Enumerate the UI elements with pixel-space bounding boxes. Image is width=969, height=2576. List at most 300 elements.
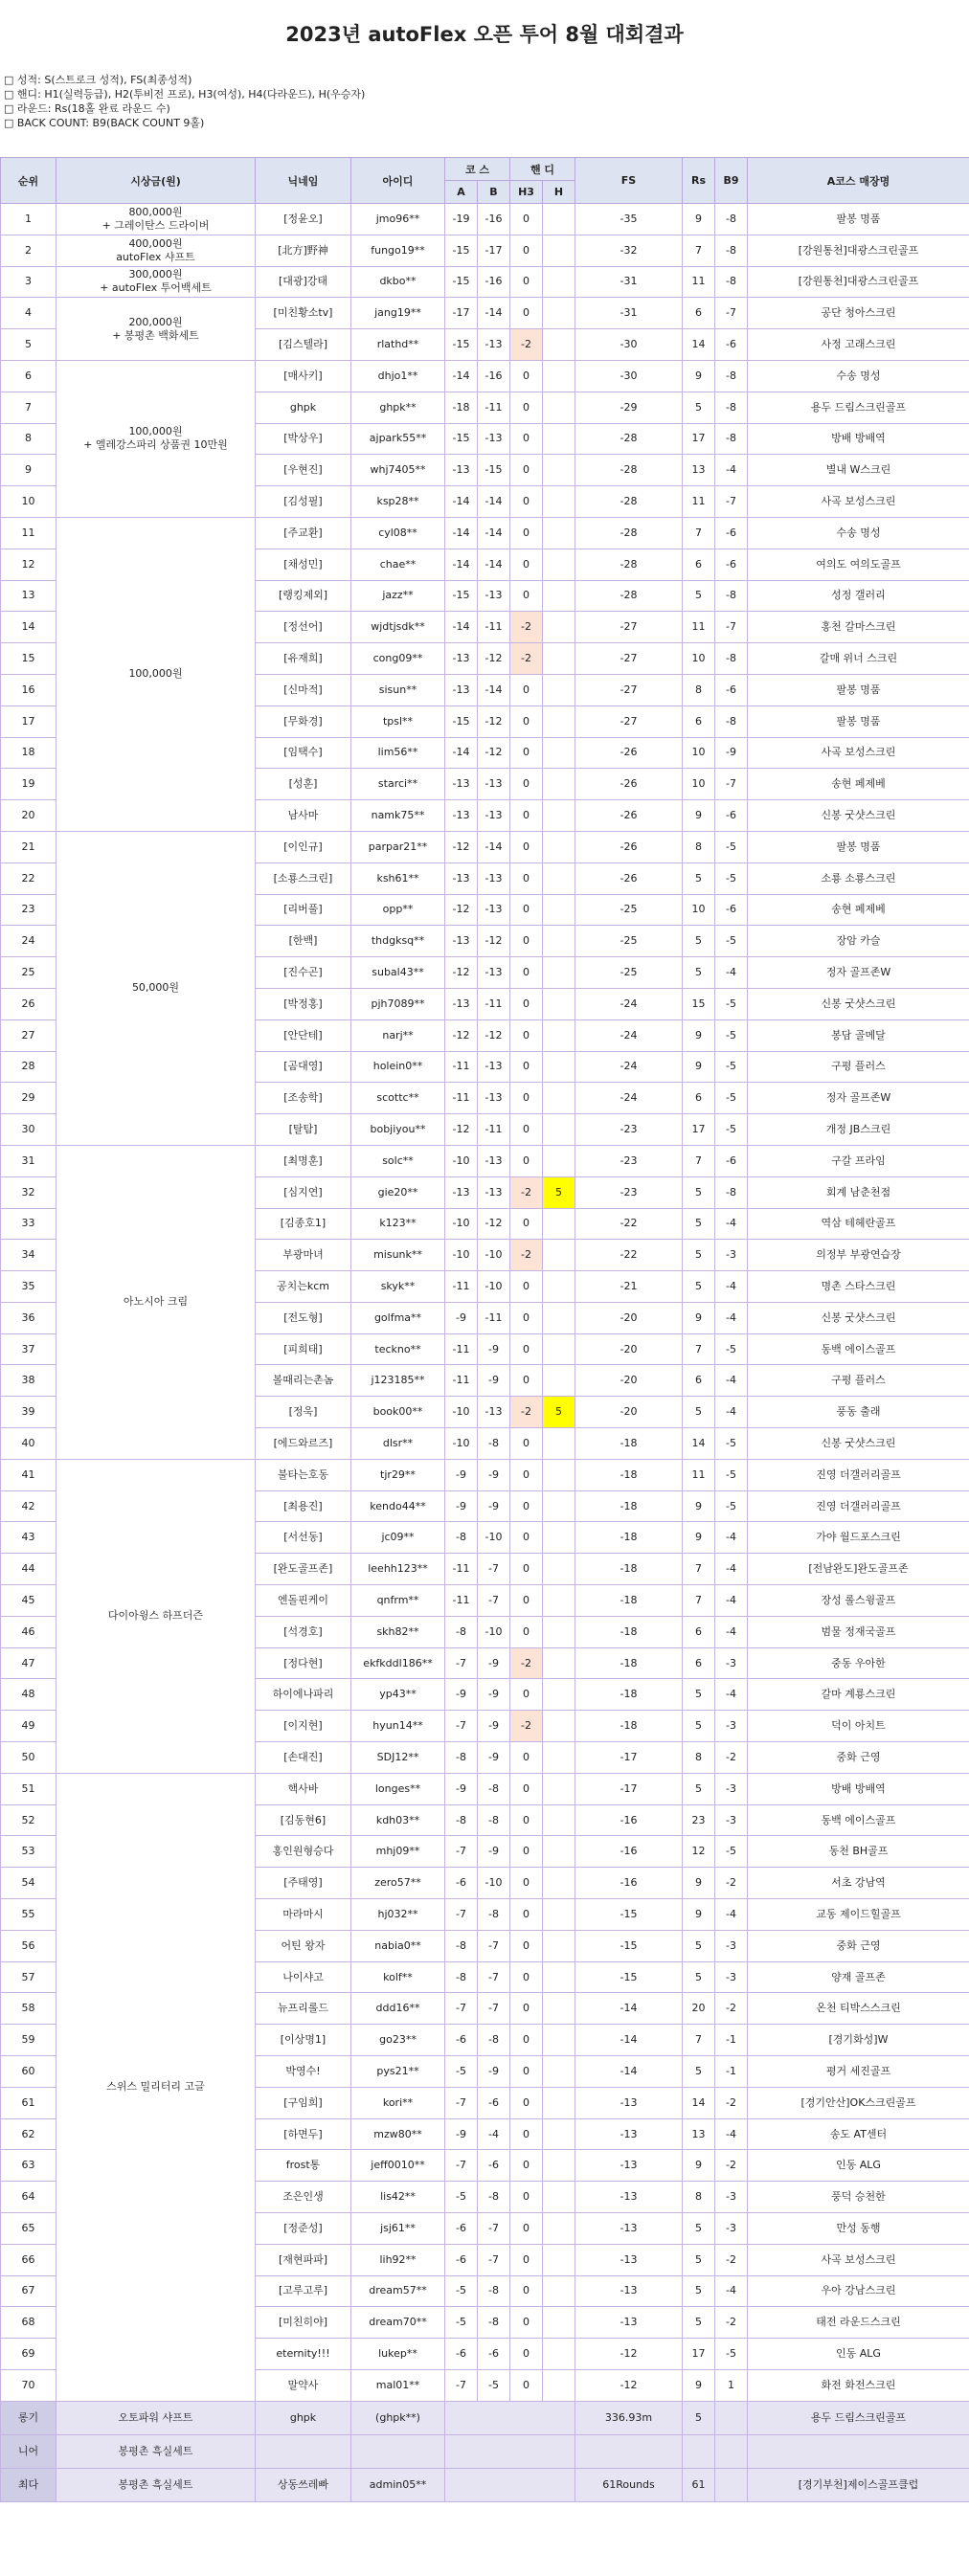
- id-cell: nabia0**: [351, 1930, 445, 1961]
- nickname-cell: [이상명1]: [256, 2025, 351, 2056]
- rank-cell: 24: [1, 926, 56, 957]
- nickname-cell: 어틴 왕자: [256, 1930, 351, 1961]
- handi-h3-cell: -2: [510, 1240, 543, 1271]
- id-cell: sisun**: [351, 674, 445, 706]
- fs-cell: -20: [575, 1302, 683, 1333]
- course-b-cell: -11: [478, 1114, 510, 1146]
- award-store-cell: [748, 2434, 969, 2468]
- b9-cell: -4: [715, 957, 748, 989]
- handi-h3-cell: 0: [510, 580, 543, 612]
- id-cell: go23**: [351, 2025, 445, 2056]
- id-cell: longes**: [351, 1773, 445, 1804]
- fs-cell: -16: [575, 1868, 683, 1899]
- header-fs: FS: [575, 158, 683, 204]
- course-b-cell: -8: [478, 2182, 510, 2213]
- fs-cell: -26: [575, 800, 683, 832]
- fs-cell: -13: [575, 2244, 683, 2275]
- store-cell: 수송 명성: [748, 360, 969, 392]
- rank-cell: 22: [1, 862, 56, 894]
- course-b-cell: -8: [478, 1773, 510, 1804]
- b9-cell: -6: [715, 894, 748, 926]
- id-cell: starci**: [351, 769, 445, 800]
- fs-cell: -20: [575, 1365, 683, 1397]
- handi-h3-cell: 0: [510, 1145, 543, 1176]
- b9-cell: -5: [715, 1333, 748, 1365]
- course-a-cell: -9: [445, 1773, 478, 1804]
- rank-cell: 40: [1, 1428, 56, 1460]
- fs-cell: -16: [575, 1836, 683, 1868]
- id-cell: ksp28**: [351, 486, 445, 518]
- rs-cell: 5: [683, 1176, 715, 1208]
- header-h3: H3: [510, 181, 543, 204]
- fs-cell: -27: [575, 612, 683, 643]
- store-cell: 사곡 보성스크린: [748, 737, 969, 769]
- course-a-cell: -14: [445, 486, 478, 518]
- course-a-cell: -19: [445, 204, 478, 235]
- rank-cell: 1: [1, 204, 56, 235]
- course-a-cell: -13: [445, 862, 478, 894]
- rs-cell: 9: [683, 1302, 715, 1333]
- store-cell: 서초 강남역: [748, 1868, 969, 1899]
- id-cell: teckno**: [351, 1333, 445, 1365]
- course-b-cell: -11: [478, 1302, 510, 1333]
- nickname-cell: 나이샤고: [256, 1961, 351, 1993]
- course-a-cell: -12: [445, 894, 478, 926]
- handi-h3-cell: -2: [510, 1711, 543, 1742]
- results-table: [0, 157, 969, 2502]
- fs-cell: -15: [575, 1899, 683, 1931]
- handi-h-cell: [543, 2307, 575, 2339]
- rs-cell: 8: [683, 674, 715, 706]
- handi-h-cell: [543, 831, 575, 862]
- rank-cell: 29: [1, 1083, 56, 1114]
- handi-h-cell: [543, 1490, 575, 1522]
- id-cell: hj032**: [351, 1899, 445, 1931]
- header-b: B: [478, 181, 510, 204]
- rank-cell: 19: [1, 769, 56, 800]
- fs-cell: -15: [575, 1930, 683, 1961]
- course-a-cell: -8: [445, 1742, 478, 1774]
- handi-h3-cell: 0: [510, 2118, 543, 2150]
- store-cell: 여의도 여의도골프: [748, 549, 969, 580]
- id-cell: qnfrm**: [351, 1585, 445, 1617]
- course-a-cell: -7: [445, 1711, 478, 1742]
- rs-cell: 14: [683, 2087, 715, 2118]
- fs-cell: -24: [575, 988, 683, 1019]
- id-cell: namk75**: [351, 800, 445, 832]
- fs-cell: -12: [575, 2369, 683, 2401]
- id-cell: golfma**: [351, 1302, 445, 1333]
- b9-cell: -3: [715, 1930, 748, 1961]
- handi-h3-cell: 0: [510, 737, 543, 769]
- fs-cell: -24: [575, 1083, 683, 1114]
- store-cell: 인동 ALG: [748, 2150, 969, 2182]
- handi-h3-cell: 0: [510, 1208, 543, 1240]
- store-cell: 신봉 굿샷스크린: [748, 1302, 969, 1333]
- rank-cell: 58: [1, 1993, 56, 2025]
- id-cell: misunk**: [351, 1240, 445, 1271]
- nickname-cell: [신마적]: [256, 674, 351, 706]
- table-row: [1, 1145, 969, 1176]
- table-row: [1, 831, 969, 862]
- rank-cell: 55: [1, 1899, 56, 1931]
- rank-cell: 30: [1, 1114, 56, 1146]
- prize-line: + 엘레강스파리 상품권 10만원: [83, 438, 228, 452]
- handi-h-cell: [543, 926, 575, 957]
- handi-h-cell: [543, 862, 575, 894]
- fs-cell: -26: [575, 862, 683, 894]
- award-store-cell: 용두 드림스크린골프: [748, 2401, 969, 2434]
- handi-h-cell: [543, 1993, 575, 2025]
- rank-cell: 38: [1, 1365, 56, 1397]
- rs-cell: 5: [683, 392, 715, 423]
- id-cell: j123185**: [351, 1365, 445, 1397]
- rs-cell: 6: [683, 1083, 715, 1114]
- handi-h-cell: [543, 737, 575, 769]
- b9-cell: -5: [715, 926, 748, 957]
- course-b-cell: -13: [478, 1051, 510, 1083]
- nickname-cell: [손대진]: [256, 1742, 351, 1774]
- rs-cell: 9: [683, 1051, 715, 1083]
- handi-h3-cell: 0: [510, 1742, 543, 1774]
- handi-h3-cell: 0: [510, 862, 543, 894]
- special-award-row: [1, 2434, 969, 2468]
- store-cell: 역삼 테헤란골프: [748, 1208, 969, 1240]
- course-a-cell: -15: [445, 329, 478, 361]
- handi-h3-cell: -2: [510, 643, 543, 675]
- nickname-cell: 뉴프리롤드: [256, 1993, 351, 2025]
- award-prize-cell: 봉평촌 흑실세트: [56, 2434, 256, 2468]
- handi-h3-cell: 0: [510, 957, 543, 989]
- rank-cell: 9: [1, 455, 56, 486]
- fs-cell: -26: [575, 769, 683, 800]
- course-a-cell: -11: [445, 1365, 478, 1397]
- handi-h3-cell: 0: [510, 1522, 543, 1554]
- course-a-cell: -13: [445, 643, 478, 675]
- award-label-cell: 롱기: [1, 2401, 56, 2434]
- fs-cell: -13: [575, 2307, 683, 2339]
- b9-cell: -7: [715, 769, 748, 800]
- course-a-cell: -6: [445, 2025, 478, 2056]
- nickname-cell: [전도형]: [256, 1302, 351, 1333]
- fs-cell: -28: [575, 580, 683, 612]
- b9-cell: -8: [715, 423, 748, 455]
- fs-cell: -14: [575, 2056, 683, 2088]
- b9-cell: -1: [715, 2025, 748, 2056]
- rs-cell: 5: [683, 2056, 715, 2088]
- course-b-cell: -7: [478, 1961, 510, 1993]
- rank-cell: 4: [1, 298, 56, 329]
- store-cell: 인동 ALG: [748, 2339, 969, 2370]
- id-cell: yp43**: [351, 1679, 445, 1711]
- rs-cell: 5: [683, 1711, 715, 1742]
- course-a-cell: -14: [445, 612, 478, 643]
- course-b-cell: -8: [478, 1428, 510, 1460]
- rs-cell: 5: [683, 580, 715, 612]
- id-cell: ksh61**: [351, 862, 445, 894]
- course-b-cell: -13: [478, 1145, 510, 1176]
- b9-cell: -6: [715, 674, 748, 706]
- handi-h3-cell: 0: [510, 2369, 543, 2401]
- course-a-cell: -13: [445, 769, 478, 800]
- rs-cell: 11: [683, 1459, 715, 1490]
- b9-cell: -3: [715, 2213, 748, 2245]
- rank-cell: 28: [1, 1051, 56, 1083]
- b9-cell: -3: [715, 1773, 748, 1804]
- handi-h-cell: [543, 580, 575, 612]
- store-cell: 우아 강남스크린: [748, 2275, 969, 2307]
- b9-cell: -4: [715, 1365, 748, 1397]
- handi-h-cell: 5: [543, 1176, 575, 1208]
- handi-h3-cell: -2: [510, 329, 543, 361]
- fs-cell: -30: [575, 329, 683, 361]
- rank-cell: 63: [1, 2150, 56, 2182]
- id-cell: leehh123**: [351, 1554, 445, 1585]
- rank-cell: 64: [1, 2182, 56, 2213]
- id-cell: skyk**: [351, 1271, 445, 1303]
- course-a-cell: -9: [445, 1302, 478, 1333]
- b9-cell: -5: [715, 988, 748, 1019]
- store-cell: 수송 명성: [748, 517, 969, 549]
- b9-cell: -4: [715, 1899, 748, 1931]
- award-rs-cell: 61: [683, 2468, 715, 2501]
- course-a-cell: -9: [445, 2118, 478, 2150]
- course-b-cell: -16: [478, 266, 510, 298]
- fs-cell: -27: [575, 674, 683, 706]
- store-cell: 덕이 아치트: [748, 1711, 969, 1742]
- legend: [4, 73, 365, 130]
- fs-cell: -28: [575, 549, 683, 580]
- id-cell: rlathd**: [351, 329, 445, 361]
- course-a-cell: -7: [445, 1993, 478, 2025]
- course-a-cell: -7: [445, 1899, 478, 1931]
- fs-cell: -18: [575, 1616, 683, 1647]
- rank-cell: 37: [1, 1333, 56, 1365]
- nickname-cell: [하면두]: [256, 2118, 351, 2150]
- b9-cell: -5: [715, 1019, 748, 1051]
- handi-h3-cell: 0: [510, 1836, 543, 1868]
- id-cell: scottc**: [351, 1083, 445, 1114]
- id-cell: lis42**: [351, 2182, 445, 2213]
- id-cell: ghpk**: [351, 392, 445, 423]
- rank-cell: 68: [1, 2307, 56, 2339]
- id-cell: jazz**: [351, 580, 445, 612]
- handi-h-cell: [543, 800, 575, 832]
- fs-cell: -21: [575, 1271, 683, 1303]
- course-a-cell: -5: [445, 2056, 478, 2088]
- b9-cell: -5: [715, 1459, 748, 1490]
- rank-cell: 26: [1, 988, 56, 1019]
- handi-h3-cell: 0: [510, 1365, 543, 1397]
- b9-cell: -4: [715, 455, 748, 486]
- nickname-cell: 마라마시: [256, 1899, 351, 1931]
- course-b-cell: -12: [478, 1208, 510, 1240]
- rank-cell: 45: [1, 1585, 56, 1617]
- course-a-cell: -14: [445, 517, 478, 549]
- course-b-cell: -12: [478, 737, 510, 769]
- fs-cell: -20: [575, 1333, 683, 1365]
- handi-h3-cell: 0: [510, 1585, 543, 1617]
- handi-h3-cell: 0: [510, 360, 543, 392]
- rank-cell: 56: [1, 1930, 56, 1961]
- handi-h3-cell: 0: [510, 2339, 543, 2370]
- b9-cell: -8: [715, 360, 748, 392]
- handi-h-cell: [543, 1961, 575, 1993]
- handi-h3-cell: 0: [510, 235, 543, 266]
- id-cell: solc**: [351, 1145, 445, 1176]
- nickname-cell: [서선동]: [256, 1522, 351, 1554]
- handi-h3-cell: 0: [510, 1019, 543, 1051]
- nickname-cell: [박상우]: [256, 423, 351, 455]
- store-cell: 팔봉 명품: [748, 674, 969, 706]
- fs-cell: -15: [575, 1961, 683, 1993]
- rs-cell: 11: [683, 266, 715, 298]
- id-cell: cong09**: [351, 643, 445, 675]
- prize-line: + 그레이탄스 드라이버: [101, 218, 210, 232]
- id-cell: thdgksq**: [351, 926, 445, 957]
- header-a: A: [445, 181, 478, 204]
- b9-cell: -3: [715, 1804, 748, 1836]
- rank-cell: 18: [1, 737, 56, 769]
- rs-cell: 7: [683, 1585, 715, 1617]
- course-b-cell: -9: [478, 1459, 510, 1490]
- nickname-cell: 엔돌핀케이: [256, 1585, 351, 1617]
- course-a-cell: -5: [445, 2182, 478, 2213]
- handi-h-cell: [543, 2025, 575, 2056]
- award-id-cell: [351, 2434, 445, 2468]
- handi-h3-cell: 0: [510, 1930, 543, 1961]
- course-a-cell: -10: [445, 1240, 478, 1271]
- handi-h-cell: [543, 1647, 575, 1679]
- b9-cell: -4: [715, 1585, 748, 1617]
- award-blank-cell: [445, 2468, 575, 2501]
- store-cell: 만성 동행: [748, 2213, 969, 2245]
- handi-h-cell: [543, 1899, 575, 1931]
- rank-cell: 70: [1, 2369, 56, 2401]
- handi-h3-cell: 0: [510, 2182, 543, 2213]
- store-cell: 동백 에이스골프: [748, 1804, 969, 1836]
- fs-cell: -27: [575, 706, 683, 737]
- course-b-cell: -14: [478, 674, 510, 706]
- course-a-cell: -13: [445, 926, 478, 957]
- b9-cell: -8: [715, 204, 748, 235]
- course-a-cell: -15: [445, 706, 478, 737]
- handi-h-cell: [543, 329, 575, 361]
- handi-h-cell: [543, 2369, 575, 2401]
- course-b-cell: -10: [478, 1868, 510, 1899]
- handi-h-cell: [543, 612, 575, 643]
- b9-cell: -4: [715, 1522, 748, 1554]
- handi-h-cell: [543, 1930, 575, 1961]
- rs-cell: 15: [683, 988, 715, 1019]
- course-b-cell: -14: [478, 831, 510, 862]
- rank-cell: 59: [1, 2025, 56, 2056]
- id-cell: lukep**: [351, 2339, 445, 2370]
- course-a-cell: -11: [445, 1271, 478, 1303]
- handi-h3-cell: 0: [510, 1961, 543, 1993]
- course-b-cell: -7: [478, 1585, 510, 1617]
- course-a-cell: -9: [445, 1490, 478, 1522]
- rs-cell: 17: [683, 423, 715, 455]
- course-b-cell: -13: [478, 1083, 510, 1114]
- handi-h-cell: [543, 957, 575, 989]
- rs-cell: 17: [683, 2339, 715, 2370]
- rank-cell: 16: [1, 674, 56, 706]
- store-cell: 별내 W스크린: [748, 455, 969, 486]
- store-cell: 신봉 굿샷스크린: [748, 988, 969, 1019]
- nickname-cell: 하이에나파리: [256, 1679, 351, 1711]
- rs-cell: 5: [683, 957, 715, 989]
- course-b-cell: -9: [478, 1679, 510, 1711]
- b9-cell: -7: [715, 486, 748, 518]
- rs-cell: 5: [683, 1240, 715, 1271]
- course-a-cell: -15: [445, 423, 478, 455]
- store-cell: 방배 방배역: [748, 423, 969, 455]
- store-cell: 신봉 굿샷스크린: [748, 1428, 969, 1460]
- course-b-cell: -16: [478, 204, 510, 235]
- award-b9-cell: [715, 2401, 748, 2434]
- rank-cell: 51: [1, 1773, 56, 1804]
- id-cell: kdh03**: [351, 1804, 445, 1836]
- fs-cell: -18: [575, 1647, 683, 1679]
- rs-cell: 5: [683, 2213, 715, 2245]
- id-cell: subal43**: [351, 957, 445, 989]
- id-cell: kolf**: [351, 1961, 445, 1993]
- nickname-cell: [주태영]: [256, 1868, 351, 1899]
- prize-line: 100,000원: [128, 667, 183, 681]
- handi-h3-cell: 0: [510, 1051, 543, 1083]
- b9-cell: -4: [715, 1397, 748, 1428]
- prize-cell: [56, 1459, 256, 1773]
- handi-h3-cell: 0: [510, 926, 543, 957]
- handi-h-cell: [543, 517, 575, 549]
- handi-h-cell: [543, 2339, 575, 2370]
- course-b-cell: -12: [478, 926, 510, 957]
- prize-line: 200,000원: [128, 315, 183, 328]
- rs-cell: 14: [683, 1428, 715, 1460]
- id-cell: gie20**: [351, 1176, 445, 1208]
- fs-cell: -18: [575, 1522, 683, 1554]
- b9-cell: -4: [715, 2118, 748, 2150]
- course-a-cell: -11: [445, 1083, 478, 1114]
- handi-h-cell: [543, 2118, 575, 2150]
- rs-cell: 10: [683, 737, 715, 769]
- course-a-cell: -13: [445, 1176, 478, 1208]
- prize-cell: [56, 517, 256, 831]
- course-b-cell: -14: [478, 298, 510, 329]
- store-cell: 정자 골프존W: [748, 1083, 969, 1114]
- b9-cell: -4: [715, 1679, 748, 1711]
- rank-cell: 12: [1, 549, 56, 580]
- rank-cell: 6: [1, 360, 56, 392]
- rs-cell: 9: [683, 800, 715, 832]
- rank-cell: 67: [1, 2275, 56, 2307]
- course-b-cell: -8: [478, 2275, 510, 2307]
- course-b-cell: -14: [478, 549, 510, 580]
- b9-cell: -5: [715, 2339, 748, 2370]
- b9-cell: -6: [715, 329, 748, 361]
- course-a-cell: -14: [445, 549, 478, 580]
- store-cell: 교동 제이드힐골프: [748, 1899, 969, 1931]
- course-b-cell: -12: [478, 706, 510, 737]
- prize-cell: [56, 235, 256, 266]
- fs-cell: -20: [575, 1397, 683, 1428]
- award-b9-cell: [715, 2434, 748, 2468]
- rank-cell: 46: [1, 1616, 56, 1647]
- nickname-cell: [주교환]: [256, 517, 351, 549]
- id-cell: book00**: [351, 1397, 445, 1428]
- handi-h-cell: 5: [543, 1397, 575, 1428]
